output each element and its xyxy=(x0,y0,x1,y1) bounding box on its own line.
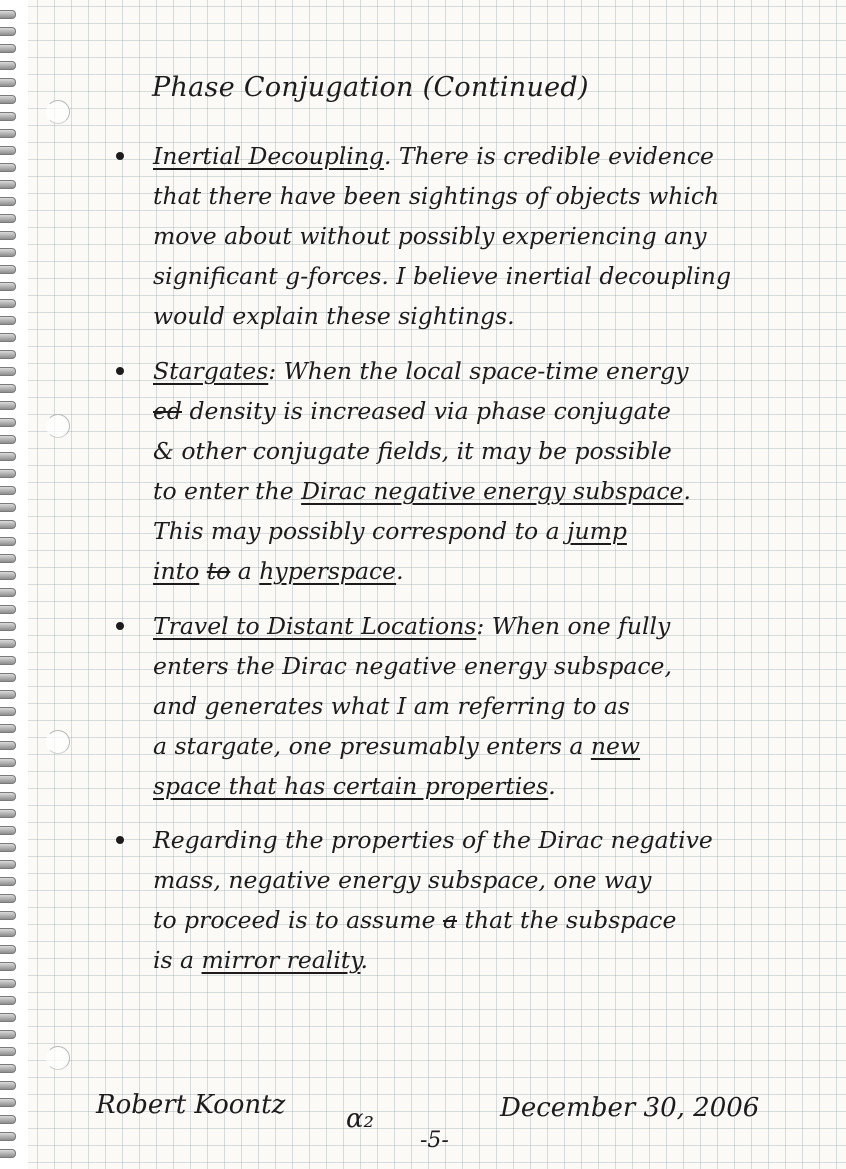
underlined-term: Dirac negative energy subspace xyxy=(301,477,684,505)
spiral-coil xyxy=(0,707,16,716)
text-line: and generates what I am referring to as xyxy=(153,692,630,720)
spiral-coil xyxy=(0,656,16,665)
text-fragment: : When one fully xyxy=(476,612,671,640)
text-fragment: . xyxy=(548,772,556,800)
spiral-coil xyxy=(0,316,16,325)
author-signature: Robert Koontz xyxy=(96,1090,286,1120)
page-title: Phase Conjugation (Continued) xyxy=(152,72,589,103)
text-fragment: that the subspace xyxy=(457,906,677,934)
spiral-coil xyxy=(0,469,16,478)
text-fragment: : When the local space-time energy xyxy=(268,357,689,385)
spiral-coil xyxy=(0,78,16,87)
spiral-coil xyxy=(0,1149,16,1158)
spiral-coil xyxy=(0,554,16,563)
spiral-coil xyxy=(0,112,16,121)
entry-date: December 30, 2006 xyxy=(500,1093,760,1123)
text-fragment: . There is credible evidence xyxy=(383,142,714,170)
spiral-coil xyxy=(0,1064,16,1073)
text-fragment: is a xyxy=(153,946,202,974)
notebook-symbol: α₂ xyxy=(346,1104,374,1134)
spiral-coil xyxy=(0,333,16,342)
section-heading: Travel to Distant Locations xyxy=(153,612,477,640)
spiral-coil xyxy=(0,265,16,274)
spiral-coil xyxy=(0,775,16,784)
spiral-coil xyxy=(0,1047,16,1056)
spiral-coil xyxy=(0,27,16,36)
text-line xyxy=(153,551,763,591)
text-line: move about without possibly experiencing any xyxy=(153,222,707,250)
text-fragment: . xyxy=(396,557,404,585)
spiral-coil xyxy=(0,95,16,104)
text-line: would explain these sightings. xyxy=(153,302,515,330)
text-fragment: . xyxy=(360,946,368,974)
text-line xyxy=(153,471,763,511)
bullet-point xyxy=(116,622,124,630)
spiral-coil xyxy=(0,486,16,495)
spiral-coil xyxy=(0,962,16,971)
spiral-binding xyxy=(0,0,28,1169)
underlined-term: hyperspace xyxy=(259,557,397,585)
spiral-coil xyxy=(0,61,16,70)
spiral-coil xyxy=(0,809,16,818)
underlined-term: space that has certain properties xyxy=(153,772,549,800)
spiral-coil xyxy=(0,826,16,835)
text-line xyxy=(153,606,763,646)
punch-hole-3 xyxy=(46,730,70,754)
spiral-coil xyxy=(0,928,16,937)
section-heading: Stargates xyxy=(153,357,269,385)
spiral-coil xyxy=(0,741,16,750)
spiral-coil xyxy=(0,418,16,427)
spiral-coil xyxy=(0,1081,16,1090)
text-fragment: to enter the xyxy=(153,477,302,505)
spiral-coil xyxy=(0,350,16,359)
section-dirac-subspace xyxy=(153,820,763,980)
text-line xyxy=(153,726,763,766)
spiral-coil xyxy=(0,1132,16,1141)
spiral-coil xyxy=(0,1098,16,1107)
bullet-point xyxy=(116,836,124,844)
spiral-coil xyxy=(0,503,16,512)
text-line xyxy=(153,766,763,806)
text-line xyxy=(153,900,763,940)
text-fragment: a stargate, one presumably enters a xyxy=(153,732,591,760)
spiral-coil xyxy=(0,520,16,529)
page-number: -5- xyxy=(420,1128,449,1153)
struck-text: to xyxy=(206,557,231,585)
spiral-coil xyxy=(0,10,16,19)
section-inertial-decoupling xyxy=(153,136,763,336)
spiral-coil xyxy=(0,163,16,172)
spiral-coil xyxy=(0,282,16,291)
text-line xyxy=(153,391,763,431)
spiral-coil xyxy=(0,622,16,631)
text-line xyxy=(153,136,763,176)
text-fragment: This may possibly correspond to a xyxy=(153,517,568,545)
text-fragment: . xyxy=(683,477,691,505)
text-fragment: density is increased via phase conjugate xyxy=(189,397,671,425)
spiral-coil xyxy=(0,605,16,614)
spiral-coil xyxy=(0,367,16,376)
spiral-coil xyxy=(0,1013,16,1022)
punch-hole-1 xyxy=(46,100,70,124)
section-stargates xyxy=(153,351,763,591)
spiral-coil xyxy=(0,197,16,206)
spiral-coil xyxy=(0,537,16,546)
spiral-coil xyxy=(0,979,16,988)
bullet-point xyxy=(116,367,124,375)
text-line: mass, negative energy subspace, one way xyxy=(153,866,652,894)
spiral-coil xyxy=(0,571,16,580)
spiral-coil xyxy=(0,44,16,53)
spiral-coil xyxy=(0,639,16,648)
text-line xyxy=(153,940,763,980)
underlined-term: mirror reality xyxy=(201,946,361,974)
spiral-coil xyxy=(0,843,16,852)
spiral-coil xyxy=(0,401,16,410)
text-line: enters the Dirac negative energy subspace, xyxy=(153,652,672,680)
text-fragment: a xyxy=(230,557,260,585)
spiral-coil xyxy=(0,248,16,257)
spiral-coil xyxy=(0,299,16,308)
underlined-term: new xyxy=(590,732,641,760)
spiral-coil xyxy=(0,877,16,886)
bullet-point xyxy=(116,152,124,160)
spiral-coil xyxy=(0,690,16,699)
spiral-coil xyxy=(0,894,16,903)
spiral-coil xyxy=(0,435,16,444)
text-line: significant g-forces. I believe inertial decoupling xyxy=(153,262,731,290)
spiral-coil xyxy=(0,214,16,223)
spiral-coil xyxy=(0,860,16,869)
spiral-coil xyxy=(0,384,16,393)
spiral-coil xyxy=(0,996,16,1005)
spiral-coil xyxy=(0,129,16,138)
spiral-coil xyxy=(0,945,16,954)
struck-text: ed xyxy=(153,397,182,425)
punch-hole-4 xyxy=(46,1046,70,1070)
spiral-coil xyxy=(0,1115,16,1124)
spiral-coil xyxy=(0,452,16,461)
text-line: & other conjugate fields, it may be possible xyxy=(153,437,672,465)
text-fragment: to proceed is to assume xyxy=(153,906,444,934)
underlined-term: jump xyxy=(567,517,627,545)
spiral-coil xyxy=(0,673,16,682)
spiral-coil xyxy=(0,792,16,801)
spiral-coil xyxy=(0,911,16,920)
spiral-coil xyxy=(0,588,16,597)
text-line xyxy=(153,511,763,551)
text-line xyxy=(153,351,763,391)
underlined-term: into xyxy=(153,557,200,585)
spiral-coil xyxy=(0,231,16,240)
text-line: Regarding the properties of the Dirac negative xyxy=(153,826,713,854)
section-travel-to-distant-locations xyxy=(153,606,763,806)
text-line: that there have been sightings of objects which xyxy=(153,182,720,210)
spiral-coil xyxy=(0,758,16,767)
spiral-coil xyxy=(0,724,16,733)
punch-hole-2 xyxy=(46,414,70,438)
spiral-coil xyxy=(0,180,16,189)
struck-text: a xyxy=(443,906,458,934)
spiral-coil xyxy=(0,146,16,155)
section-heading: Inertial Decoupling xyxy=(153,142,384,170)
spiral-coil xyxy=(0,1030,16,1039)
